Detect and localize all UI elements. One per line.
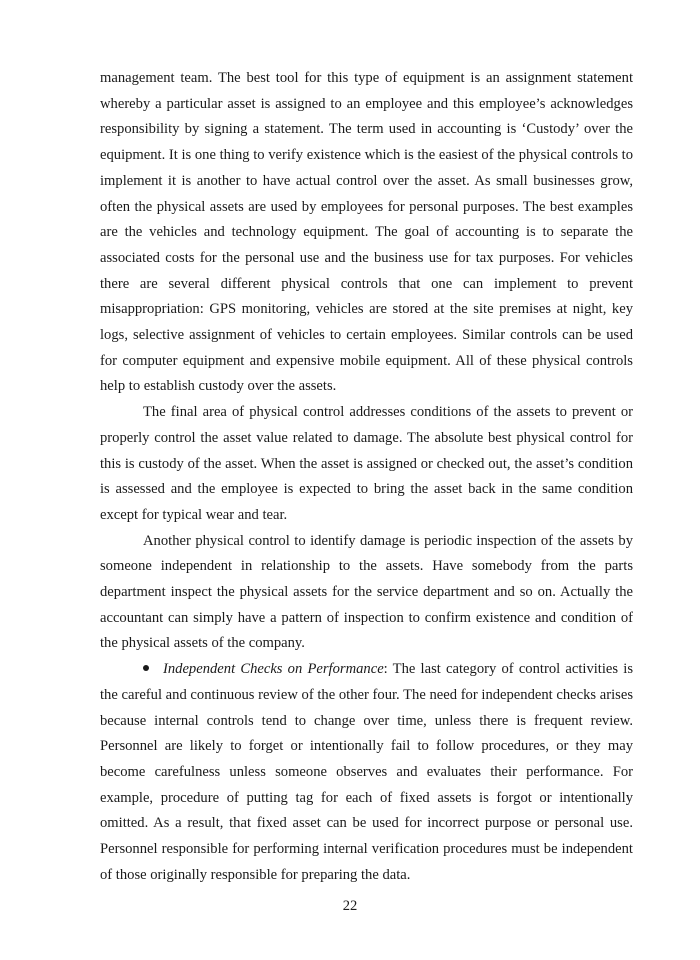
page-number: 22 bbox=[342, 898, 358, 914]
bullet-text: : The last category of control activities is the careful and continuous review of the other four. The need for independent checks arises because internal controls tend to change over time, unless there is frequent review. Personnel are likely to forget or intentionally fail to follow procedures, or they may become carefulness unless someone observes and evaluates their performance. For example, procedure of putting tag for each of fixed assets is forgot or intentionally omitted. As a result, that fixed asset can be used for incorrect purpose or personal use. Personnel responsible for performing internal verification procedures must be independent of those originally responsible for preparing the data. bbox=[100, 661, 633, 883]
document-page bbox=[100, 66, 633, 889]
paragraph-condition: The final area of physical control addresses conditions of the assets to prevent or properly control the asset value related to damage. The absolute best physical control for this is custody of the asset. When the asset is assigned or checked out, the asset’s condition is assessed and the employee is expected to bring the asset back in the same condition except for typical wear and tear. bbox=[100, 404, 633, 523]
bullet-title: Independent Checks on Performance bbox=[163, 661, 384, 678]
bullet-item-independent-checks bbox=[100, 657, 633, 888]
paragraph-custody: management team. The best tool for this type of equipment is an assignment statement whereby a particular asset is assigned to an employee and this employee’s acknowledges responsibility by signing a statement. The term used in accounting is ‘Custody’ over the equipment. It is one thing to verify existence which is the easiest of the physical controls to implement it is another to have actual control over the asset. As small businesses grow, often the physical assets are used by employees for personal purposes. The best examples are the vehicles and technology equipment. The goal of accounting is to separate the associated costs for the personal use and the business use for tax purposes. For vehicles there are several different physical controls that one can implement to prevent misappropriation: GPS monitoring, vehicles are stored at the site premises at night, key logs, selective assignment of vehicles to certain employees. Similar controls can be used for computer equipment and expensive mobile equipment. All of these physical controls help to establish custody over the assets. bbox=[100, 70, 633, 395]
paragraph-inspection: Another physical control to identify damage is periodic inspection of the assets by someone independent in relationship to the assets. Have somebody from the parts department inspect the physical assets for the service department and so on. Actually the accountant can simply have a pattern of inspection to confirm existence and condition of the physical assets of the company. bbox=[100, 532, 633, 652]
bullet-icon bbox=[143, 665, 149, 671]
